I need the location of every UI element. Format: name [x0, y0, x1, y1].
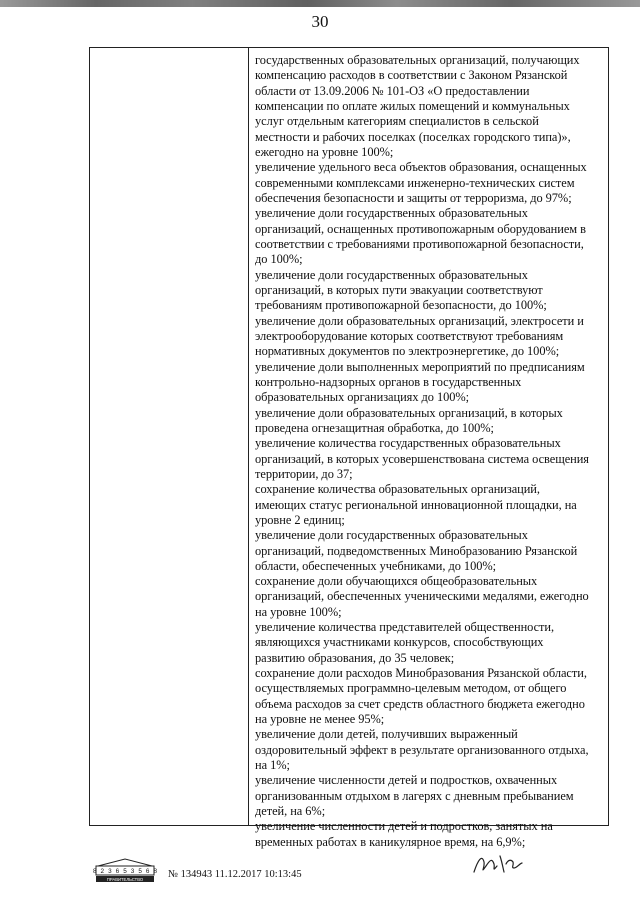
text-line: увеличение численности детей и подростков, занятых на	[255, 819, 553, 834]
text-line: компенсации по оплате жилых помещений и коммунальных	[255, 98, 570, 113]
text-line: уровне 2 единиц;	[255, 512, 345, 527]
text-line: нормативных документов по электроэнергетике, до 100%;	[255, 344, 560, 359]
text-line: организованным отдыхом в лагерях с дневным пребыванием	[255, 788, 574, 803]
text-line: сохранение доли расходов Минобразования Рязанской области,	[255, 666, 587, 681]
text-line: оздоровительный эффект в результате организованного отдыха,	[255, 742, 589, 757]
text-line: увеличение доли государственных образовательных	[255, 267, 528, 282]
text-line: являющихся участниками конкурсов, способствующих	[255, 635, 544, 650]
text-line: увеличение удельного веса объектов образования, оснащенных	[255, 160, 587, 175]
text-line: компенсацию расходов в соответствии с Законом Рязанской	[255, 68, 568, 83]
text-line: государственных образовательных организаций, получающих	[255, 53, 580, 67]
text-line: увеличение доли государственных образовательных	[255, 206, 528, 221]
text-line: контрольно-надзорных органов в государственных	[255, 374, 522, 389]
text-line: организаций, в которых усовершенствована система освещения	[255, 451, 589, 466]
text-line: до 100%;	[255, 252, 303, 267]
text-line: развитию образования, до 35 человек;	[255, 650, 455, 665]
text-line: увеличение численности детей и подростков, охваченных	[255, 773, 558, 788]
text-line: объема расходов за счет средств областного бюджета ежегодно	[255, 696, 585, 711]
text-line: области, обеспеченных учебниками, до 100%;	[255, 558, 497, 573]
text-line: на уровне не менее 95%;	[255, 712, 385, 727]
text-line: увеличение доли детей, получивших выраженный	[255, 727, 518, 742]
scan-edge-artifact	[0, 0, 640, 7]
text-line: увеличение доли образовательных организаций, электросети и	[255, 313, 584, 328]
text-line: соответствии с требованиями противопожарной безопасности,	[255, 236, 584, 251]
text-line: организаций, подведомственных Минобразованию Рязанской	[255, 543, 578, 558]
text-line: местности и рабочих поселках (поселках городского типа)»,	[255, 129, 571, 144]
text-line: имеющих статус региональной инновационной площадки, на	[255, 497, 577, 512]
text-line: детей, на 6%;	[255, 804, 326, 819]
text-line: современными комплексами инженерно-технических систем	[255, 175, 575, 190]
text-line: увеличение доли образовательных организаций, в которых	[255, 405, 563, 420]
text-line: электрооборудование которых соответствуют требованиям	[255, 328, 564, 343]
text-line: осуществляемых программно-целевым методом, от общего	[255, 681, 567, 696]
text-line: временных работах в каникулярное время, на 6,9%;	[255, 834, 526, 849]
text-line: территории, до 37;	[255, 466, 353, 481]
stamp-digits: 8 2 3 6 5 3 5 6 8	[92, 868, 158, 875]
table-right-column-text	[255, 53, 607, 850]
stamp-caption: ПРАВИТЕЛЬСТВО	[106, 877, 144, 882]
text-line: сохранение количества образовательных организаций,	[255, 482, 540, 497]
text-line: услуг отдельным категориям специалистов в сельской	[255, 114, 539, 129]
text-line: сохранение доли обучающихся общеобразовательных	[255, 574, 538, 589]
text-line: на уровне 100%;	[255, 604, 342, 619]
text-line: ежегодно на уровне 100%;	[255, 144, 394, 159]
registration-stamp-icon	[92, 858, 158, 884]
text-line: требованиям противопожарной безопасности, до 100%;	[255, 298, 547, 313]
text-line: проведена огнезащитная обработка, до 100%;	[255, 420, 494, 435]
document-registration-id: № 134943 11.12.2017 10:13:45	[168, 869, 302, 880]
text-line: на 1%;	[255, 758, 290, 773]
text-line: увеличение доли государственных образовательных	[255, 528, 528, 543]
document-table	[89, 47, 609, 849]
text-line: области от 13.09.2006 № 101-ОЗ «О предоставлении	[255, 83, 530, 98]
text-line: организаций, в которых пути эвакуации соответствуют	[255, 282, 543, 297]
text-line: обеспечения безопасности и защиты от терроризма, до 97%;	[255, 190, 572, 205]
text-line: увеличение количества государственных образовательных	[255, 436, 561, 451]
page-number: 30	[311, 12, 329, 31]
table-left-column	[90, 48, 249, 825]
handwritten-signature-icon	[470, 844, 530, 880]
text-line: увеличение количества представителей общественности,	[255, 620, 555, 635]
text-line: увеличение доли выполненных мероприятий по предписаниям	[255, 359, 585, 374]
text-line: образовательных организациях до 100%;	[255, 390, 470, 405]
text-line: организаций, оснащенных противопожарным оборудованием в	[255, 221, 586, 236]
text-line: организаций, обеспеченных ученическими медалями, ежегодно	[255, 589, 589, 604]
